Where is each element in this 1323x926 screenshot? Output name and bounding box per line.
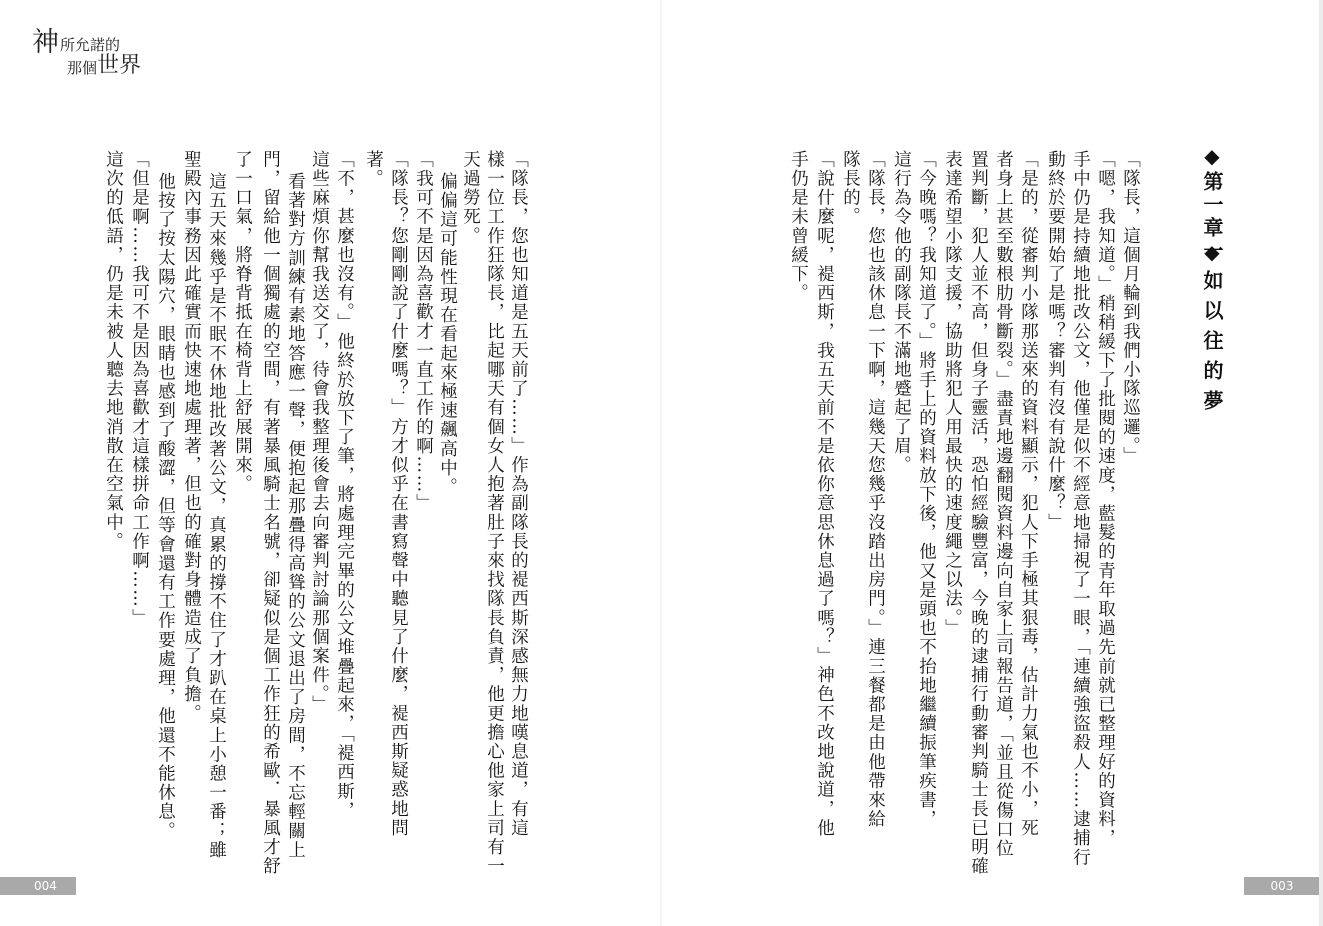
text-line: 動終於要開始了是嗎？審判有沒有說什麼？」 [1045, 150, 1066, 532]
text-line: 著。 [363, 150, 384, 189]
book-title-part-4: 世界 [97, 53, 142, 78]
book-title-char-1: 神 [32, 27, 59, 58]
text-line: 這次的低語，仍是未被人聽去地消散在空氣中。 [103, 150, 124, 552]
text-line: 表達希望小隊支援，協助將犯人用最快的速度繩之以法。」 [942, 150, 963, 638]
text-line: 「隊長，這個月輪到我們小隊巡邏。」 [1120, 150, 1141, 466]
left-page [0, 0, 661, 926]
text-line: 這行為令他的副隊長不滿地蹙起了眉。 [891, 150, 912, 475]
text-line: 「隊長？您剛剛說了什麼嗎？」方才似乎在書寫聲中聽見了什麼，褆西斯疑惑地問 [388, 150, 409, 838]
text-line: 「但是啊……我可不是因為喜歡才這樣拼命工作啊……」 [129, 150, 150, 628]
book-title-part-2: 所允諾的 [60, 36, 121, 54]
text-line: 「不，甚麼也沒有。」他終於放下了筆，將處理完畢的公文堆疊起來，「褆西斯， [334, 150, 355, 821]
chapter-title: 一如以往的夢 [1200, 240, 1224, 420]
text-line: 置判斷，犯人並不高，但身子靈活，恐怕經驗豐富，今晚的逮捕行動審判騎士長已明確 [968, 150, 989, 876]
page-number-left: 004 [0, 877, 76, 895]
text-line: 這些麻煩你幫我送交了，待會我整理後會去向審判討論那個案件。」 [309, 150, 330, 715]
book-title-part-3: 那個 [67, 59, 98, 77]
text-line: 門，留給他一個獨處的空間，有著暴風騎士名號，卻疑似是個工作狂的希歐．暴風才舒 [260, 150, 281, 876]
page-number-right: 003 [1244, 877, 1320, 895]
text-line: 偏偏這可能性現在看起來極速飆高中。 [437, 172, 458, 497]
text-line: 聖殿內事務因此確實而快速地處理著，但也的確對身體造成了負擔。 [181, 150, 202, 723]
text-line: 「說什麼呢，褆西斯，我五天前不是依你意思休息過了嗎？」神色不改地說道，他 [814, 150, 835, 838]
text-line: 天過勞死。 [460, 150, 481, 246]
text-line: 隊長的。 [840, 150, 861, 227]
text-line: 了一口氣，將脊背抵在椅背上舒展開來。 [232, 150, 253, 494]
text-line: 「我可不是因為喜歡才一直工作的啊……」 [413, 150, 434, 513]
book-title-logo [30, 26, 150, 86]
text-line: 看著對方訓練有素地答應一聲，便抱起那疊得高聳的公文退出了房間，不忘輕關上 [285, 172, 306, 860]
text-line: 手仍是未曾緩下。 [788, 150, 809, 303]
chapter-label: ◆第一章◆ [1200, 144, 1224, 267]
text-line: 他按了按太陽穴，眼睛也感到了酸澀，但等會還有工作要處理，他還不能休息。 [155, 172, 176, 841]
text-line: 「是的，從審判小隊那送來的資料顯示，犯人下手極其狠毒，估計力氣也不小，死 [1018, 150, 1039, 838]
text-line: 這五天來幾乎是不眠不休地批改著公文，真累的撐不住了才趴在桌上小憩一番；雖 [206, 172, 227, 860]
text-line: 「嗯，我知道。」稍稍緩下了批閱的速度，藍髮的青年取過先前就已整理好的資料， [1095, 150, 1116, 848]
text-line: 「今晚嗎？我知道了。」將手上的資料放下後，他又是頭也不抬地繼續振筆疾書， [916, 150, 937, 829]
text-line: 者身上甚至數根肋骨斷裂。」盡責地邊翻閱資料邊向自家上司報告道，「並且從傷口位 [993, 150, 1014, 859]
text-line: 「隊長，您也知道是五天前了……」作為副隊長的褆西斯深感無力地嘆息道，有這 [508, 150, 529, 838]
text-line: 手中仍是持續地批改公文，他僅是似不經意地掃視了一眼，「連續強盜殺人……逮捕行 [1070, 150, 1091, 868]
text-line: 樣一位工作狂隊長，比起哪天有個女人抱著肚子來找隊長負責，他更擔心他家上司有一 [484, 150, 505, 876]
page-edge [1319, 0, 1323, 926]
text-line: 「隊長，您也該休息一下啊，這幾天您幾乎沒踏出房門。」連三餐都是由他帶來給 [865, 150, 886, 829]
